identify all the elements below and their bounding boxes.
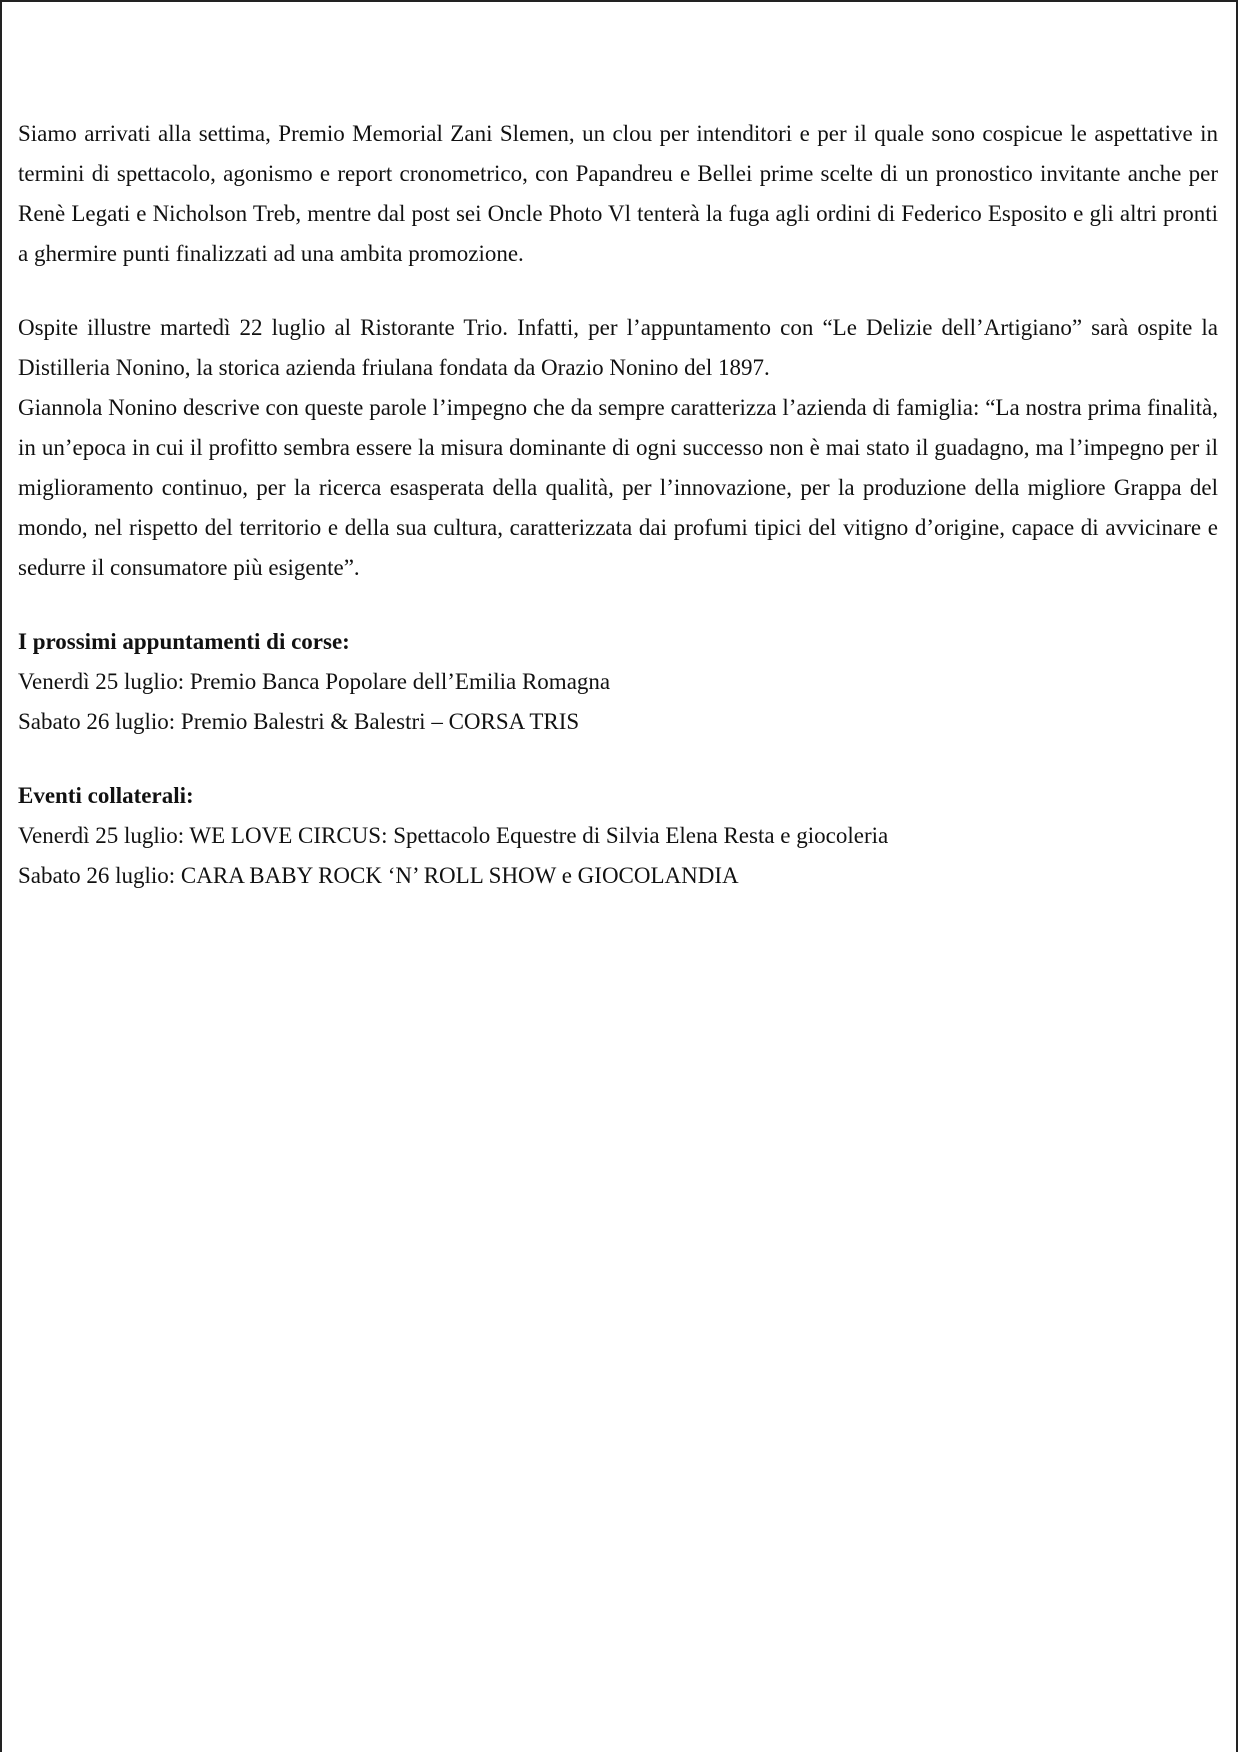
paragraph-race-preview: Siamo arrivati alla settima, Premio Memorial Zani Slemen, un clou per intenditori e per il quale sono cospicue le aspettative in termini di spettacolo, agonismo e report cronometrico, con Papandreu e Bellei prime scelte di un pronostico invitante anche per Renè Legati e Nicholson Treb, mentre dal post sei Oncle Photo Vl tenterà la fuga agli ordini di Federico Esposito e gli altri pronti a ghermire punti finalizzati ad una ambita promozione. [18, 121, 1218, 266]
spacer [18, 588, 1218, 622]
events-title: Eventi collaterali: [18, 783, 194, 808]
event-item: Sabato 26 luglio: CARA BABY ROCK ‘N’ ROLL SHOW e GIOCOLANDIA [18, 863, 739, 888]
paragraph-guest-announcement: Ospite illustre martedì 22 luglio al Ristorante Trio. Infatti, per l’appuntamento con “Le Delizie dell’Artigiano” sarà ospite la Distilleria Nonino, la storica azienda friulana fondata da Orazio Nonino del 1897. [18, 315, 1218, 380]
paragraph-nonino-quote: Giannola Nonino descrive con queste parole l’impegno che da sempre caratterizza l’azienda di famiglia: “La nostra prima finalità, in un’epoca in cui il profitto sembra essere la misura dominante di ogni successo non è mai stato il guadagno, ma l’impegno per il miglioramento continuo, per la ricerca esasperata della qualità, per l’innovazione, per la produzione della migliore Grappa del mondo, nel rispetto del territorio e della sua cultura, caratterizzata dai profumi tipici del vitigno d’origine, capace di avvicinare e sedurre il consumatore più esigente”. [18, 395, 1218, 580]
race-item: Venerdì 25 luglio: Premio Banca Popolare dell’Emilia Romagna [18, 669, 611, 694]
races-title: I prossimi appuntamenti di corse: [18, 629, 350, 654]
spacer [18, 274, 1218, 308]
race-item: Sabato 26 luglio: Premio Balestri & Balestri – CORSA TRIS [18, 709, 580, 734]
document-body [18, 114, 1218, 896]
event-item: Venerdì 25 luglio: WE LOVE CIRCUS: Spettacolo Equestre di Silvia Elena Resta e giocoleria [18, 823, 889, 848]
spacer [18, 742, 1218, 776]
events-section [18, 776, 1218, 896]
races-section [18, 622, 1218, 742]
